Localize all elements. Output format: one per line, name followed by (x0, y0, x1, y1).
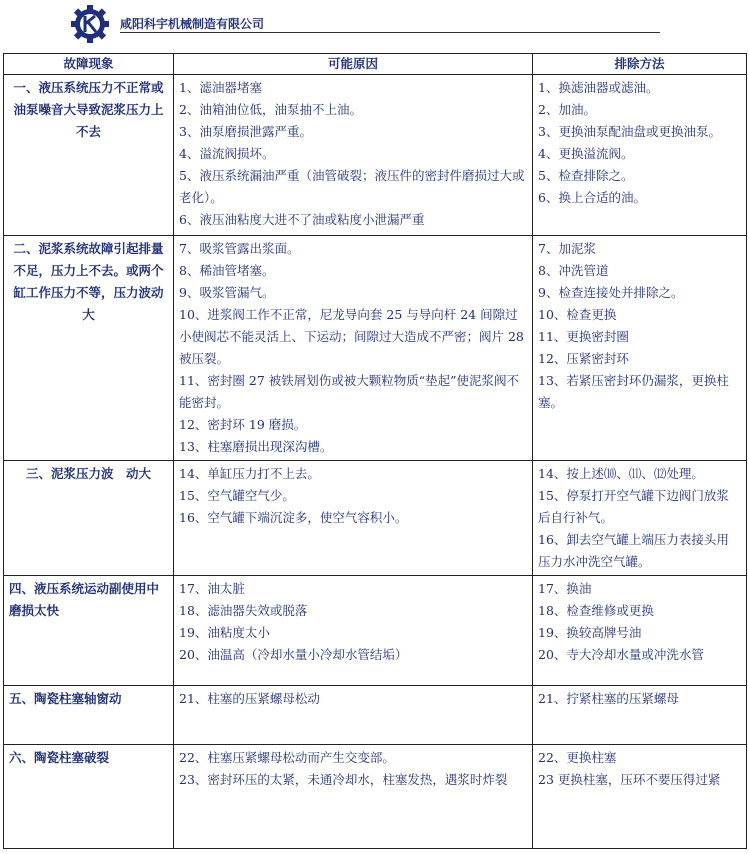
fix-cell (533, 75, 747, 236)
fix-item: 19、换较高牌号油 (538, 625, 642, 640)
troubleshooting-table (3, 53, 747, 849)
cause-item: 16、空气罐下端沉淀多，使空气容积小。 (179, 510, 408, 525)
table-row (4, 236, 747, 461)
table-header-row (4, 54, 747, 75)
cause-item: 10、进浆阀工作不正常，尼龙导向套 25 与导向杆 24 间隙过小使阀芯不能灵活上、下运动；间隙过大造成不严密；阀片 28 被压裂。 (179, 307, 524, 366)
cause-cell (174, 686, 533, 745)
fix-cell (533, 686, 747, 745)
symptom-cell: 五、陶瓷柱塞轴窗动 (4, 686, 174, 745)
fix-item: 14、按上述⑽、⑾、⑿处理。 (538, 466, 704, 481)
cause-item: 23、密封环压的太紧，未通冷却水，柱塞发热，遇浆时炸裂 (179, 772, 508, 787)
cause-item: 15、空气罐空气少。 (179, 488, 295, 503)
fix-item: 3、更换油泵配油盘或更换油泵。 (538, 124, 721, 139)
cause-item: 19、油粘度太小 (179, 625, 270, 640)
column-header-symptom: 故障现象 (4, 54, 174, 75)
cause-item: 21、柱塞的压紧螺母松动 (179, 691, 320, 706)
cause-cell (174, 745, 533, 849)
cause-cell (174, 461, 533, 576)
fix-item: 20、寺大冷却水量或冲洗水管 (538, 647, 704, 662)
cause-item: 18、滤油器失效或脱落 (179, 603, 308, 618)
fix-item: 10、检查更换 (538, 307, 617, 322)
fix-item: 22、更换柱塞 (538, 750, 617, 765)
fix-item: 23 更换柱塞，压环不要压得过紧 (538, 772, 721, 787)
fix-item: 5、检查排除之。 (538, 168, 634, 183)
table-row (4, 576, 747, 686)
cause-item: 5、液压系统漏油严重（油管破裂；液压件的密封件磨损过大或老化）。 (179, 168, 525, 205)
cause-item: 11、密封圈 27 被铁屑划伤或被大颗粒物质“垫起”使泥浆阀不能密封。 (179, 373, 520, 410)
fix-item: 17、换油 (538, 581, 592, 596)
fix-cell (533, 576, 747, 686)
fix-item: 8、冲洗管道 (538, 263, 609, 278)
table-row (4, 745, 747, 849)
column-header-cause: 可能原因 (174, 54, 533, 75)
company-name: 咸阳科宇机械制造有限公司 (120, 17, 265, 31)
symptom-cell: 一、液压系统压力不正常或油泵噪音大导致泥浆压力上不去 (4, 75, 174, 236)
fix-item: 7、加泥浆 (538, 241, 596, 256)
cause-item: 17、油太脏 (179, 581, 245, 596)
cause-item: 3、油泵磨损泄露严重。 (179, 124, 312, 139)
table-row (4, 75, 747, 236)
fix-item: 21、拧紧柱塞的压紧螺母 (538, 691, 679, 706)
fix-item: 18、检查维修或更换 (538, 603, 654, 618)
cause-item: 9、吸浆管漏气。 (179, 285, 275, 300)
fix-item: 4、更换溢流阀。 (538, 146, 634, 161)
fix-cell (533, 461, 747, 576)
header-rule (120, 32, 660, 33)
symptom-cell: 二、泥浆系统故障引起排量不足，压力上不去。或两个缸工作压力不等，压力波动大 (4, 236, 174, 461)
column-header-fix: 排除方法 (533, 54, 747, 75)
cause-item: 14、单缸压力打不上去。 (179, 466, 320, 481)
fix-cell (533, 745, 747, 849)
symptom-cell: 三、泥浆压力波 动大 (4, 461, 174, 576)
symptom-cell: 六、陶瓷柱塞破裂 (4, 745, 174, 849)
cause-item: 7、吸浆管露出浆面。 (179, 241, 300, 256)
cause-cell (174, 236, 533, 461)
fix-item: 16、卸去空气罐上端压力表接头用压力水冲洗空气罐。 (538, 532, 729, 569)
fix-item: 9、检查连接处并排除之。 (538, 285, 684, 300)
fix-item: 6、换上合适的油。 (538, 190, 646, 205)
document-header (62, 4, 662, 44)
symptom-cell: 四、液压系统运动副使用中磨损太快 (4, 576, 174, 686)
cause-item: 6、液压油粘度大进不了油或粘度小泄漏严重 (179, 212, 425, 227)
cause-item: 22、柱塞压紧螺母松动而产生交变部。 (179, 750, 395, 765)
fix-item: 11、更换密封圈 (538, 329, 629, 344)
cause-item: 13、柱塞磨损出现深沟槽。 (179, 439, 333, 454)
cause-item: 12、密封环 19 磨损。 (179, 417, 307, 432)
fix-item: 13、若紧压密封环仍漏浆，更换柱塞。 (538, 373, 729, 410)
fix-cell (533, 236, 747, 461)
cause-item: 20、油温高（冷却水量小冷却水管结垢） (179, 647, 408, 662)
gear-k-logo-icon (68, 4, 112, 44)
fix-item: 1、换滤油器或滤油。 (538, 80, 659, 95)
fix-item: 12、压紧密封环 (538, 351, 629, 366)
cause-item: 8、稀油管堵塞。 (179, 263, 275, 278)
fix-item: 2、加油。 (538, 102, 596, 117)
cause-item: 1、滤油器堵塞 (179, 80, 262, 95)
table-row (4, 461, 747, 576)
table-row (4, 686, 747, 745)
cause-item: 4、溢流阀损坏。 (179, 146, 275, 161)
cause-cell (174, 576, 533, 686)
cause-cell (174, 75, 533, 236)
fix-item: 15、停泵打开空气罐下边阀门放浆后自行补气。 (538, 488, 729, 525)
cause-item: 2、油箱油位低，油泵抽不上油。 (179, 102, 362, 117)
